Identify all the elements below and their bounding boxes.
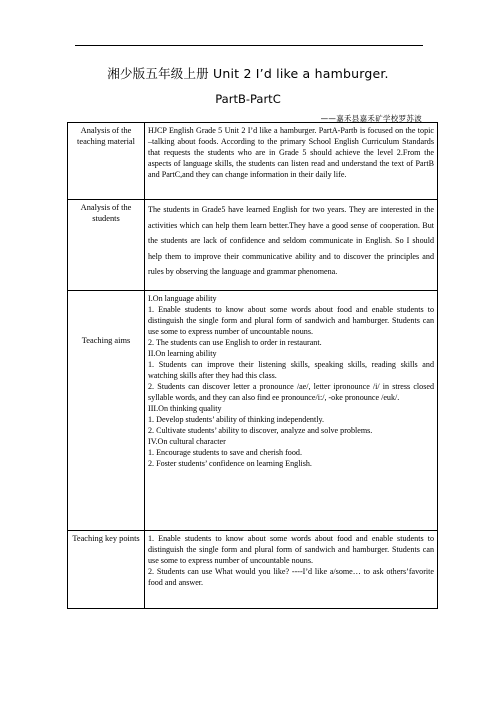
content-paragraph: 2. The students can use English to order in restaurant. <box>148 338 322 347</box>
table-row <box>68 291 438 531</box>
content-paragraph: 2. Foster students’ confidence on learning English. <box>148 459 312 468</box>
row-label: Analysis of the students <box>68 200 145 291</box>
content-paragraph: III.On thinking quality <box>148 404 222 413</box>
content-paragraph: 2. Students can discover letter a pronounce /ae/, letter ipronounce /i/ in stress closed syllable words, and they can also find ee pronounce/i:/, -oke pronounce /euk/. <box>148 382 434 402</box>
header-rule <box>75 45 423 46</box>
content-paragraph: 1. Encourage students to save and cherish food. <box>148 448 302 457</box>
content-paragraph: 1. Enable students to know about some words about food and enable students to distinguish the single form and plural form of sandwich and hamburger. Students can use some to express number of uncountable nouns. <box>148 534 434 565</box>
document-subtitle: PartB-PartC <box>215 92 281 106</box>
content-paragraph: 1. Students can improve their listening skills, speaking skills, reading skills and watching skills after they had this class. <box>148 360 434 380</box>
content-paragraph: I.On language ability <box>148 294 217 303</box>
row-label: Teaching key points <box>68 531 145 609</box>
content-paragraph: IV.On cultural character <box>148 437 226 446</box>
row-label: Teaching aims <box>68 291 145 531</box>
content-paragraph: 1. Enable students to know about some words about food and enable students to distinguish the single form and plural form of sandwich and hamburger. Students can use some to express number of uncountable nouns. <box>148 305 434 336</box>
row-content <box>145 123 438 200</box>
row-content <box>145 200 438 291</box>
content-paragraph: II.On learning ability <box>148 349 217 358</box>
content-paragraph: 2. Cultivate students’ ability to discover, analyze and solve problems. <box>148 426 373 435</box>
table-row <box>68 123 438 200</box>
row-content <box>145 291 438 531</box>
table-row <box>68 200 438 291</box>
author-line: ——嘉禾县嘉禾矿学校罗苏波 <box>320 114 422 123</box>
document-title: 湘少版五年级上册 Unit 2 I’d like a hamburger. <box>107 66 389 81</box>
row-label: Analysis of the teaching material <box>68 123 145 200</box>
lesson-plan-table <box>67 122 438 609</box>
row-content <box>145 531 438 609</box>
content-paragraph: HJCP English Grade 5 Unit 2 I’d like a hamburger. PartA-Partb is focused on the topic –talking about foods. According to the primary School English Curriculum Standards that requests the students who are in Grade 5 should achieve the level 2.From the aspects of language skills, the students can listen read and understand the text of PartB and PartC,and they can change information in their daily life. <box>148 126 434 179</box>
content-paragraph: 2. Students can use What would you like? ----I’d like a/some… to ask others’favorite food and answer. <box>148 567 434 587</box>
table-row <box>68 531 438 609</box>
content-paragraph: 1. Develop students’ ability of thinking independently. <box>148 415 325 424</box>
content-paragraph: The students in Grade5 have learned English for two years. They are interested in the activities which can help them learn better.They have a good sense of cooperation. But the students are lack of confidence and seldom communicate in English. So I should help them to improve their communicative ability and to discover the principles and rules by observing the language and grammar phenomena. <box>148 205 434 277</box>
